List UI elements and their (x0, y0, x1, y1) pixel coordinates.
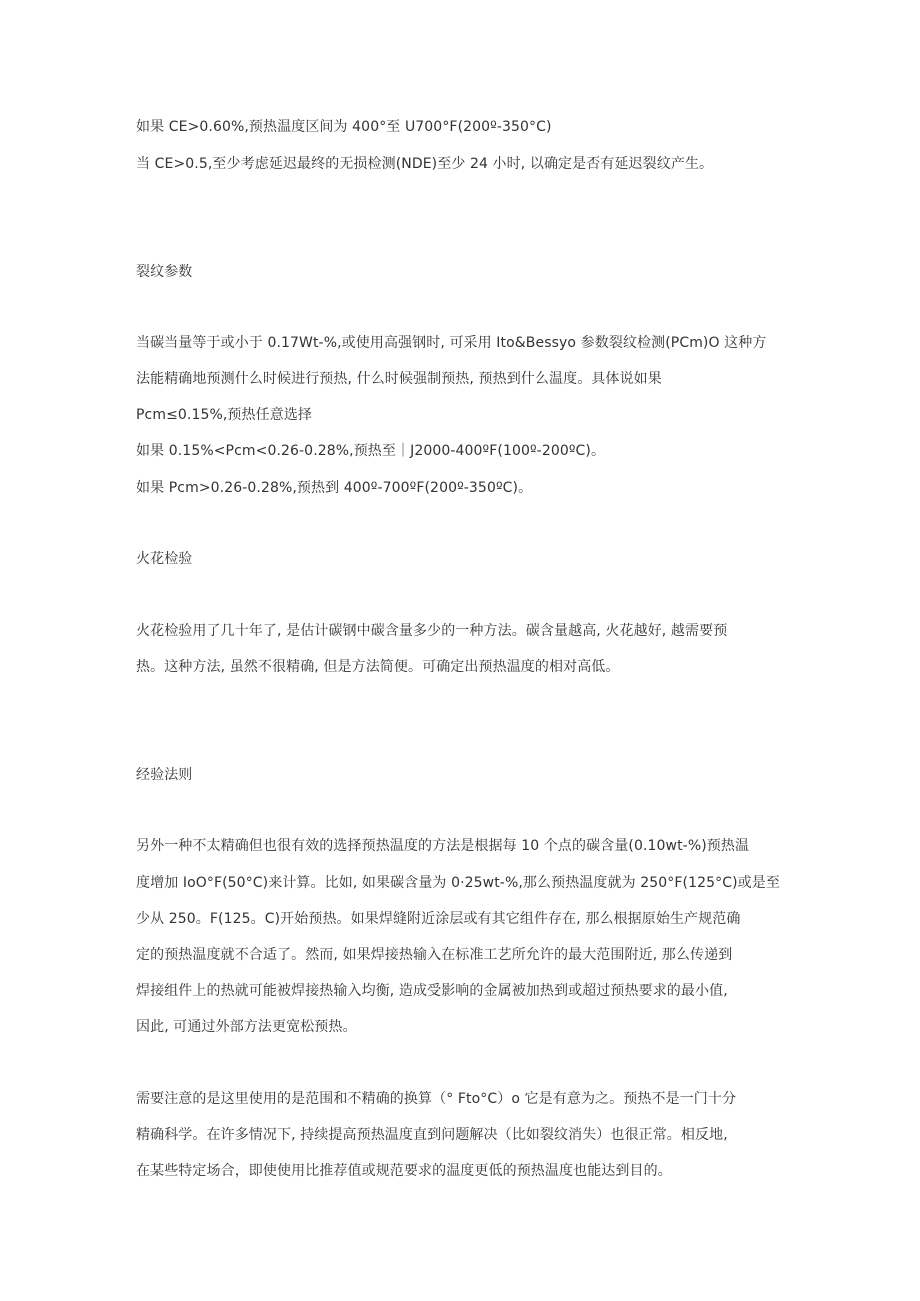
rule-of-thumb-paragraph-line-6: 因此, 可通过外部方法更宽松预热。 (136, 1019, 357, 1035)
pcm-rule-3: 如果 Pcm>0.26-0.28%,预热到 400º-700ºF(200º-350ºC)。 (136, 480, 533, 496)
spark-test-paragraph-line-1: 火花检验用了几十年了, 是估计碳钢中碳含量多少的一种方法。碳含量越高, 火花越好, 越需要预 (136, 623, 728, 639)
note-paragraph-line-1: 需要注意的是这里使用的是范围和不精确的换算（° Fto°C）o 它是有意为之。预热不是一门十分 (136, 1091, 737, 1107)
note-paragraph-line-3: 在某些特定场合，即使使用比推荐值或规范要求的温度更低的预热温度也能达到目的。 (136, 1163, 672, 1179)
crack-parameter-paragraph-line-2: 法能精确地预测什么时候进行预热, 什么时候强制预热, 预热到什么温度。具体说如果 (136, 371, 662, 387)
note-paragraph-line-2: 精确科学。在许多情况下, 持续提高预热温度直到问题解决（比如裂纹消失）也很正常。相反地, (136, 1127, 728, 1143)
crack-parameter-heading: 裂纹参数 (136, 264, 193, 280)
rule-of-thumb-paragraph-line-2: 度增加 IoO°F(50°C)来计算。比如, 如果碳含量为 0·25wt-%,那么预热温度就为 250°F(125°C)或是至 (136, 875, 780, 891)
spark-test-heading: 火花检验 (136, 551, 193, 567)
rule-of-thumb-paragraph-line-5: 焊接组件上的热就可能被焊接热输入均衡, 造成受影响的金属被加热到或超过预热要求的最小值, (136, 983, 728, 999)
crack-parameter-paragraph-line-1: 当碳当量等于或小于 0.17Wt-%,或使用高强钢时, 可采用 Ito&Bessyo 参数裂纹检测(PCm)O 这种方 (136, 335, 767, 351)
rule-of-thumb-paragraph-line-1: 另外一种不太精确但也很有效的选择预热温度的方法是根据每 10 个点的碳含量(0.10wt-%)预热温 (136, 838, 750, 854)
rule-of-thumb-paragraph-line-3: 少从 250。F(125。C)开始预热。如果焊缝附近涂层或有其它组件存在, 那么根据原始生产规范确 (136, 911, 741, 927)
rule-of-thumb-paragraph-line-4: 定的预热温度就不合适了。然而, 如果焊接热输入在标准工艺所允许的最大范围附近, 那么传递到 (136, 947, 733, 963)
spark-test-paragraph-line-2: 热。这种方法, 虽然不很精确, 但是方法简便。可确定出预热温度的相对高低。 (136, 659, 620, 675)
pcm-rule-1: Pcm≤0.15%,预热任意选择 (136, 407, 313, 423)
ce-condition-line-2: 当 CE>0.5,至少考虑延迟最终的无损检测(NDE)至少 24 小时, 以确定是否有延迟裂纹产生。 (136, 156, 714, 172)
ce-condition-line-1: 如果 CE>0.60%,预热温度区间为 400°至 U700°F(200º-350°C) (136, 119, 552, 135)
rule-of-thumb-heading: 经验法则 (136, 767, 193, 783)
pcm-rule-2: 如果 0.15%<Pcm<0.26-0.28%,预热至｜J2000-400ºF(100º-200ºC)。 (136, 443, 606, 459)
